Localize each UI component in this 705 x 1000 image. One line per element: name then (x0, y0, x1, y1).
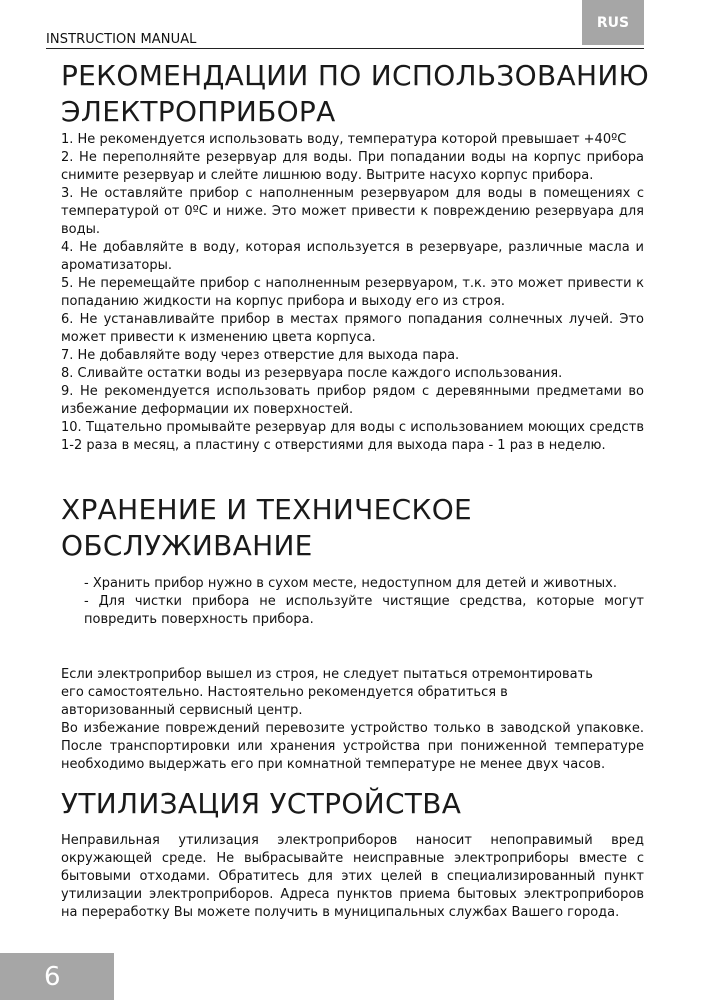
list-item: 8. Сливайте остатки воды из резервуара после каждого использования. (61, 366, 563, 381)
list-item: 3. Не оставляйте прибор с наполненным резервуаром для воды в помещениях с температурой от 0ºС и ниже. Это может привести к повреждению резервуара для воды. (61, 186, 644, 237)
list-item: - Для чистки прибора не используйте чистящие средства, которые могут повредить поверхность прибора. (84, 594, 644, 627)
list-item: 4. Не добавляйте в воду, которая используется в резервуаре, различные масла и ароматизаторы. (61, 240, 644, 273)
section-title-disposal: УТИЛИЗАЦИЯ УСТРОЙСТВА (61, 787, 462, 820)
list-item: 10. Тщательно промывайте резервуар для воды с использованием моющих средств 1-2 раза в месяц, а пластину с отверстиями для выхода пара - 1 раз в неделю. (61, 420, 644, 453)
section-title-storage-line1: ХРАНЕНИЕ И ТЕХНИЧЕСКОЕ (61, 493, 473, 526)
repair-line-3: авторизованный сервисный центр. (61, 703, 303, 718)
section-title-usage-line2: ЭЛЕКТРОПРИБОРА (61, 95, 336, 128)
repair-line-1: Если электроприбор вышел из строя, не следует пытаться отремонтировать (61, 667, 593, 682)
list-item: 6. Не устанавливайте прибор в местах прямого попадания солнечных лучей. Это может привести к изменению цвета корпуса. (61, 312, 644, 345)
list-item: 1. Не рекомендуется использовать воду, температура которой превышает +40ºС (61, 132, 627, 147)
section-title-storage (61, 492, 472, 564)
repair-line-2: его самостоятельно. Настоятельно рекомендуется обратиться в (61, 685, 508, 700)
usage-list (61, 131, 644, 455)
section-title-storage-line2: ОБСЛУЖИВАНИЕ (61, 529, 313, 562)
list-item: 7. Не добавляйте воду через отверстие для выхода пара. (61, 348, 460, 363)
transport-paragraph: Во избежание повреждений перевозите устройство только в заводской упаковке. После транспортировки или хранения устройства при пониженной температуре необходимо выдержать его при комнатной температуре не менее двух часов. (61, 721, 644, 772)
repair-paragraph (61, 666, 644, 774)
storage-dash-list (84, 575, 644, 629)
list-item: 9. Не рекомендуется использовать прибор рядом с деревянными предметами во избежание деформации их поверхностей. (61, 384, 644, 417)
list-item: - Хранить прибор нужно в сухом месте, недоступном для детей и животных. (84, 576, 617, 591)
manual-label: INSTRUCTION MANUAL (46, 32, 197, 47)
section-title-usage-line1: РЕКОМЕНДАЦИИ ПО ИСПОЛЬЗОВАНИЮ (61, 59, 650, 92)
page-number: 6 (0, 953, 114, 1000)
list-item: 5. Не перемещайте прибор с наполненным резервуаром, т.к. это может привести к попаданию жидкости на корпус прибора и выходу его из строя. (61, 276, 644, 309)
disposal-paragraph: Неправильная утилизация электроприборов наносит непоправимый вред окружающей среде. Не выбрасывайте неисправные электроприборы вместе с бытовыми отходами. Обратитесь для этих целей в специализированный пункт утилизации электроприборов. Адреса пунктов приема бытовых электроприборов на переработку Вы можете получить в муниципальных службах Вашего города. (61, 833, 644, 920)
disposal-paragraph-block (61, 832, 644, 922)
language-tab: RUS (582, 0, 644, 45)
section-title-usage (61, 58, 649, 130)
list-item: 2. Не переполняйте резервуар для воды. При попадании воды на корпус прибора снимите резервуар и слейте лишнюю воду. Вытрите насухо корпус прибора. (61, 150, 644, 183)
header-rule (46, 48, 644, 49)
